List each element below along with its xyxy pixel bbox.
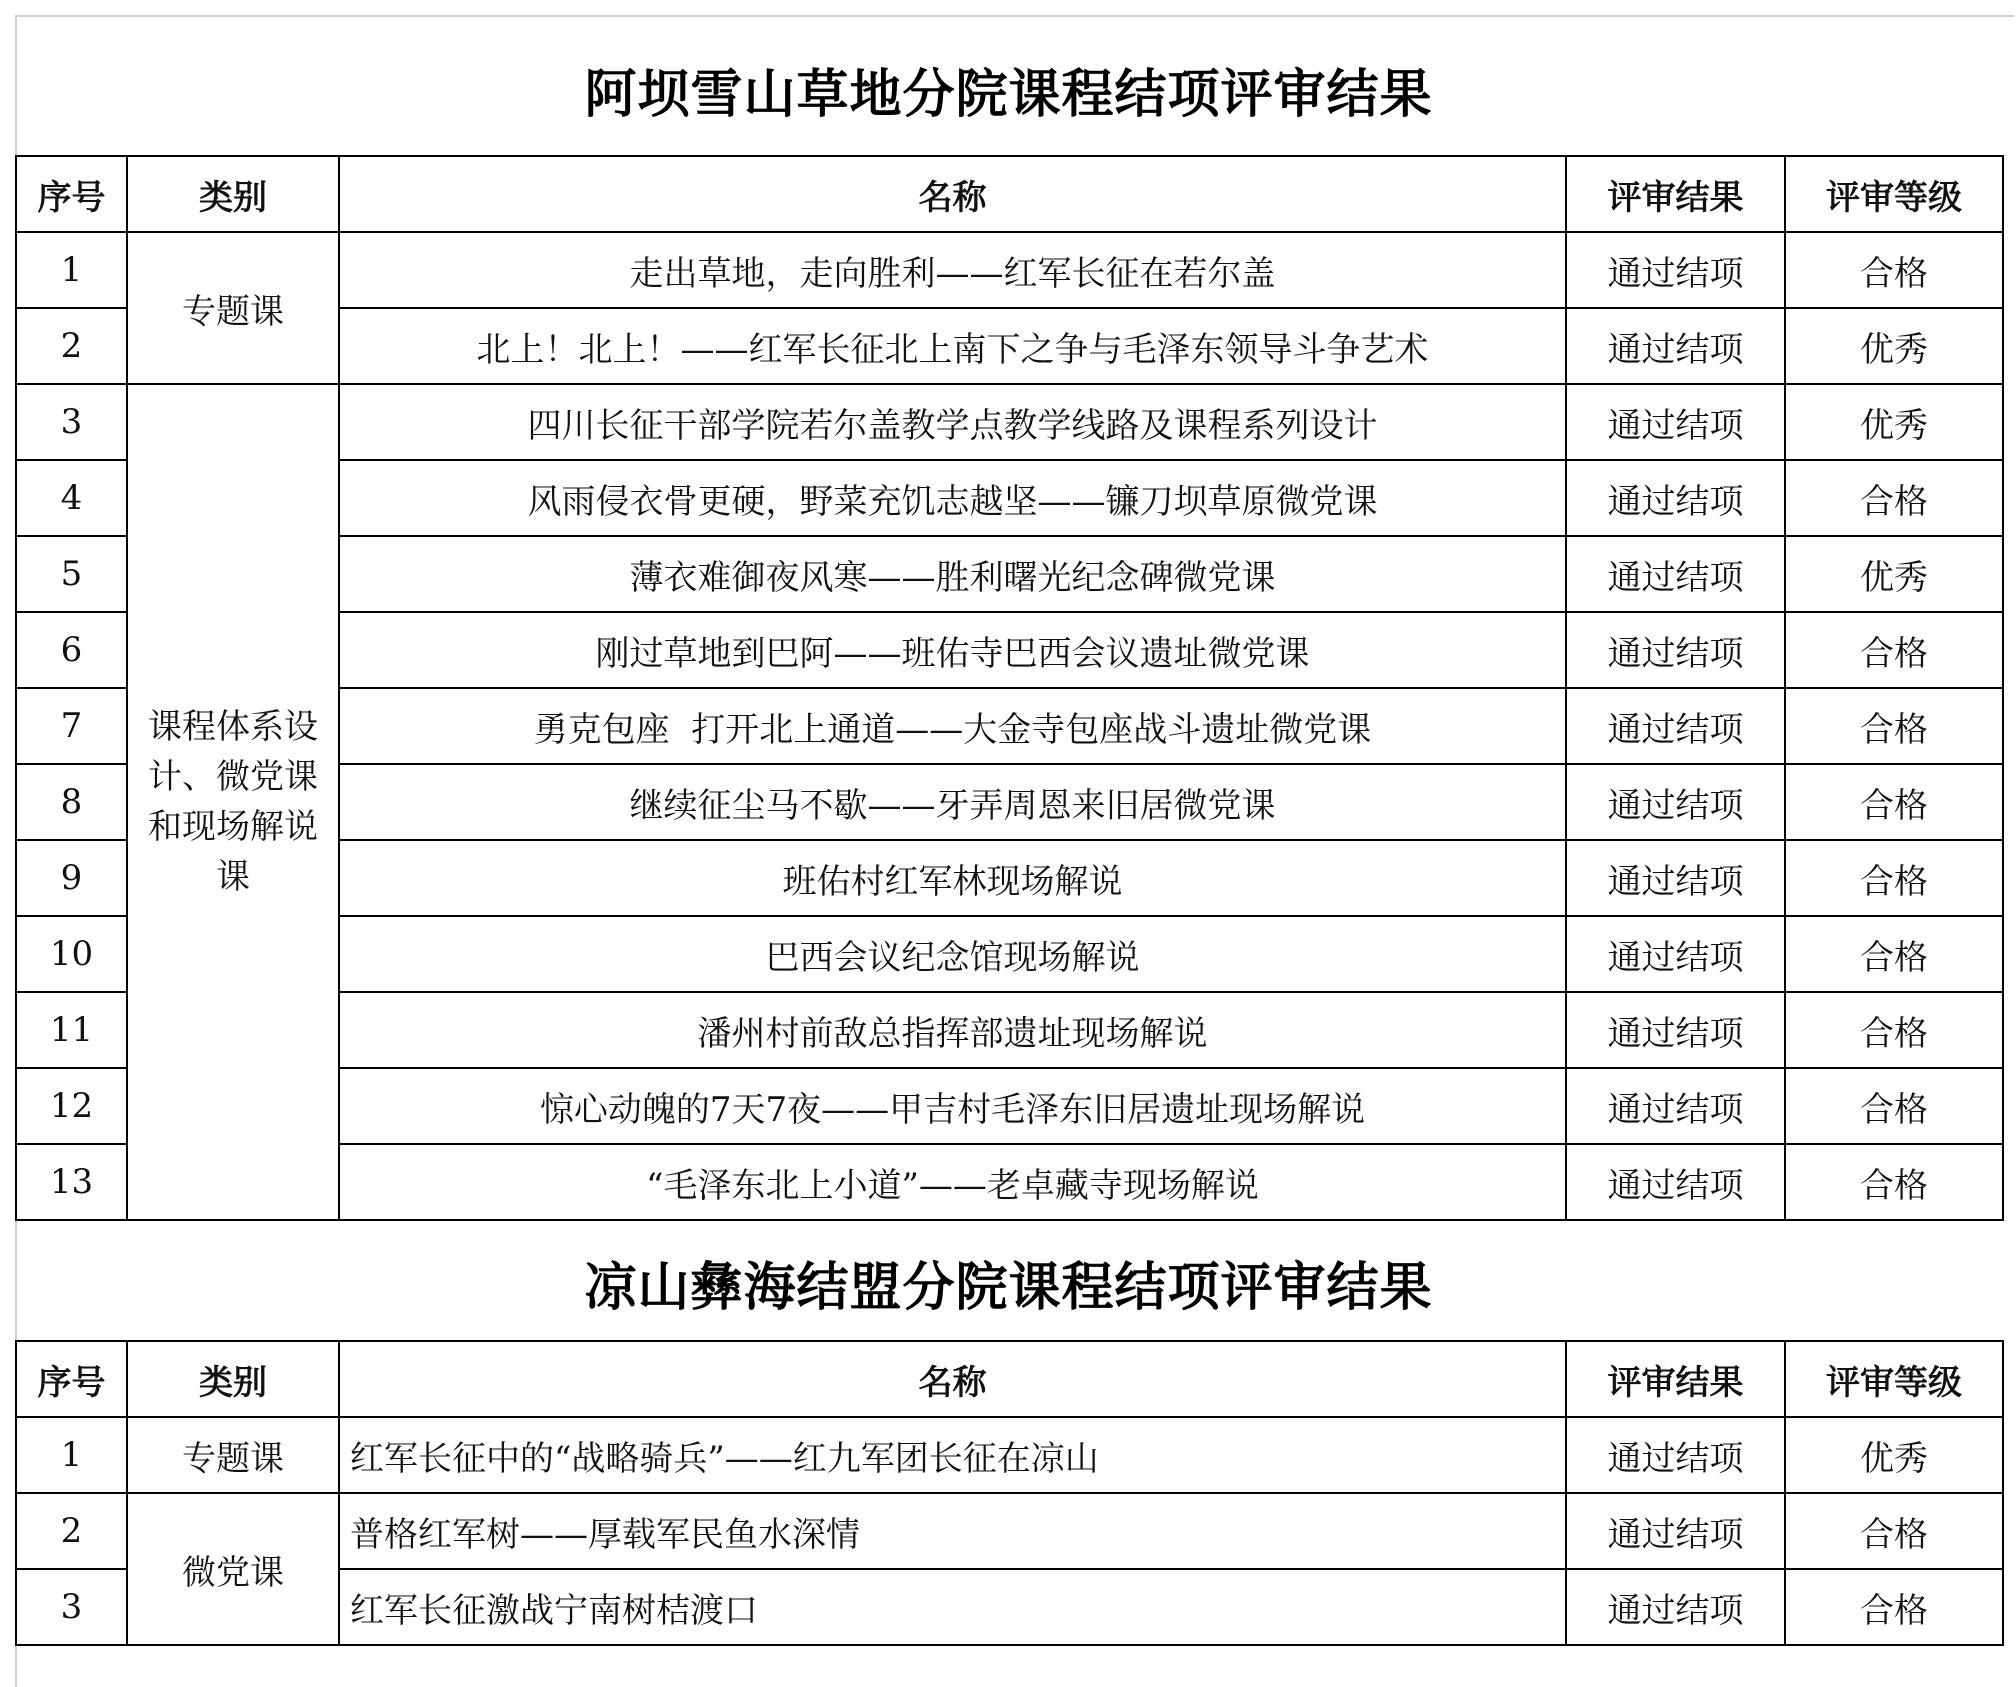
section2-header-row	[16, 1341, 2003, 1417]
header-category: 类别	[127, 1341, 339, 1417]
cell-category: 微党课	[127, 1493, 339, 1645]
cell-grade: 合格	[1785, 688, 2003, 764]
cell-no: 13	[16, 1144, 127, 1220]
cell-result: 通过结项	[1566, 536, 1785, 612]
cell-result: 通过结项	[1566, 688, 1785, 764]
header-grade: 评审等级	[1785, 1341, 2003, 1417]
cell-no: 1	[16, 1417, 127, 1493]
cell-no: 6	[16, 612, 127, 688]
cell-name: 薄衣难御夜风寒——胜利曙光纪念碑微党课	[339, 536, 1566, 612]
cell-grade: 优秀	[1785, 308, 2003, 384]
cell-result: 通过结项	[1566, 1493, 1785, 1569]
cell-no: 12	[16, 1068, 127, 1144]
cell-category: 课程体系设计、微党课和现场解说课	[127, 384, 339, 1220]
header-no: 序号	[16, 1341, 127, 1417]
cell-result: 通过结项	[1566, 384, 1785, 460]
cell-grade: 合格	[1785, 1569, 2003, 1645]
cell-no: 3	[16, 1569, 127, 1645]
cell-no: 5	[16, 536, 127, 612]
cell-name: 继续征尘马不歇——牙弄周恩来旧居微党课	[339, 764, 1566, 840]
cell-result: 通过结项	[1566, 916, 1785, 992]
header-name: 名称	[339, 156, 1566, 232]
cell-grade: 合格	[1785, 764, 2003, 840]
cell-result: 通过结项	[1566, 764, 1785, 840]
cell-no: 8	[16, 764, 127, 840]
table-row	[16, 232, 2003, 308]
cell-no: 2	[16, 308, 127, 384]
cell-name: 风雨侵衣骨更硬，野菜充饥志越坚——镰刀坝草原微党课	[339, 460, 1566, 536]
cell-no: 3	[16, 384, 127, 460]
table-row	[16, 1417, 2003, 1493]
table-row	[16, 384, 2003, 460]
cell-result: 通过结项	[1566, 308, 1785, 384]
table-row	[16, 1493, 2003, 1569]
cell-name: 刚过草地到巴阿——班佑寺巴西会议遗址微党课	[339, 612, 1566, 688]
cell-name: 巴西会议纪念馆现场解说	[339, 916, 1566, 992]
cell-result: 通过结项	[1566, 1569, 1785, 1645]
cell-no: 1	[16, 232, 127, 308]
header-grade: 评审等级	[1785, 156, 2003, 232]
cell-category: 专题课	[127, 232, 339, 384]
cell-result: 通过结项	[1566, 460, 1785, 536]
cell-no: 2	[16, 1493, 127, 1569]
cell-name: 惊心动魄的7天7夜——甲吉村毛泽东旧居遗址现场解说	[339, 1068, 1566, 1144]
section1-header-row	[16, 156, 2003, 232]
cell-name: 四川长征干部学院若尔盖教学点教学线路及课程系列设计	[339, 384, 1566, 460]
cell-name: 红军长征激战宁南树桔渡口	[339, 1569, 1566, 1645]
cell-result: 通过结项	[1566, 1068, 1785, 1144]
cell-name: 潘州村前敌总指挥部遗址现场解说	[339, 992, 1566, 1068]
cell-no: 7	[16, 688, 127, 764]
cell-no: 11	[16, 992, 127, 1068]
cell-result: 通过结项	[1566, 992, 1785, 1068]
cell-grade: 合格	[1785, 1493, 2003, 1569]
cell-name: 班佑村红军林现场解说	[339, 840, 1566, 916]
cell-result: 通过结项	[1566, 840, 1785, 916]
cell-result: 通过结项	[1566, 612, 1785, 688]
cell-grade: 合格	[1785, 460, 2003, 536]
section2-title: 凉山彝海结盟分院课程结项评审结果	[584, 1257, 1433, 1318]
section2-table	[15, 1340, 2004, 1646]
cell-grade: 合格	[1785, 1144, 2003, 1220]
header-category: 类别	[127, 156, 339, 232]
cell-grade: 合格	[1785, 916, 2003, 992]
cell-name: 勇克包座 打开北上通道——大金寺包座战斗遗址微党课	[339, 688, 1566, 764]
cell-name: 普格红军树——厚载军民鱼水深情	[339, 1493, 1566, 1569]
section1-title: 阿坝雪山草地分院课程结项评审结果	[584, 64, 1433, 125]
cell-name: 北上！北上！——红军长征北上南下之争与毛泽东领导斗争艺术	[339, 308, 1566, 384]
section1-table	[15, 155, 2004, 1221]
cell-result: 通过结项	[1566, 1417, 1785, 1493]
cell-name: 走出草地，走向胜利——红军长征在若尔盖	[339, 232, 1566, 308]
cell-grade: 合格	[1785, 232, 2003, 308]
cell-grade: 合格	[1785, 992, 2003, 1068]
cell-no: 4	[16, 460, 127, 536]
cell-result: 通过结项	[1566, 232, 1785, 308]
cell-result: 通过结项	[1566, 1144, 1785, 1220]
cell-name: 红军长征中的“战略骑兵”——红九军团长征在凉山	[339, 1417, 1566, 1493]
cell-no: 10	[16, 916, 127, 992]
cell-name: “毛泽东北上小道”——老卓藏寺现场解说	[339, 1144, 1566, 1220]
header-result: 评审结果	[1566, 156, 1785, 232]
cell-grade: 合格	[1785, 612, 2003, 688]
cell-grade: 优秀	[1785, 1417, 2003, 1493]
cell-grade: 合格	[1785, 1068, 2003, 1144]
cell-grade: 优秀	[1785, 536, 2003, 612]
header-no: 序号	[16, 156, 127, 232]
cell-category: 专题课	[127, 1417, 339, 1493]
cell-no: 9	[16, 840, 127, 916]
header-name: 名称	[339, 1341, 1566, 1417]
cell-grade: 优秀	[1785, 384, 2003, 460]
header-result: 评审结果	[1566, 1341, 1785, 1417]
cell-grade: 合格	[1785, 840, 2003, 916]
